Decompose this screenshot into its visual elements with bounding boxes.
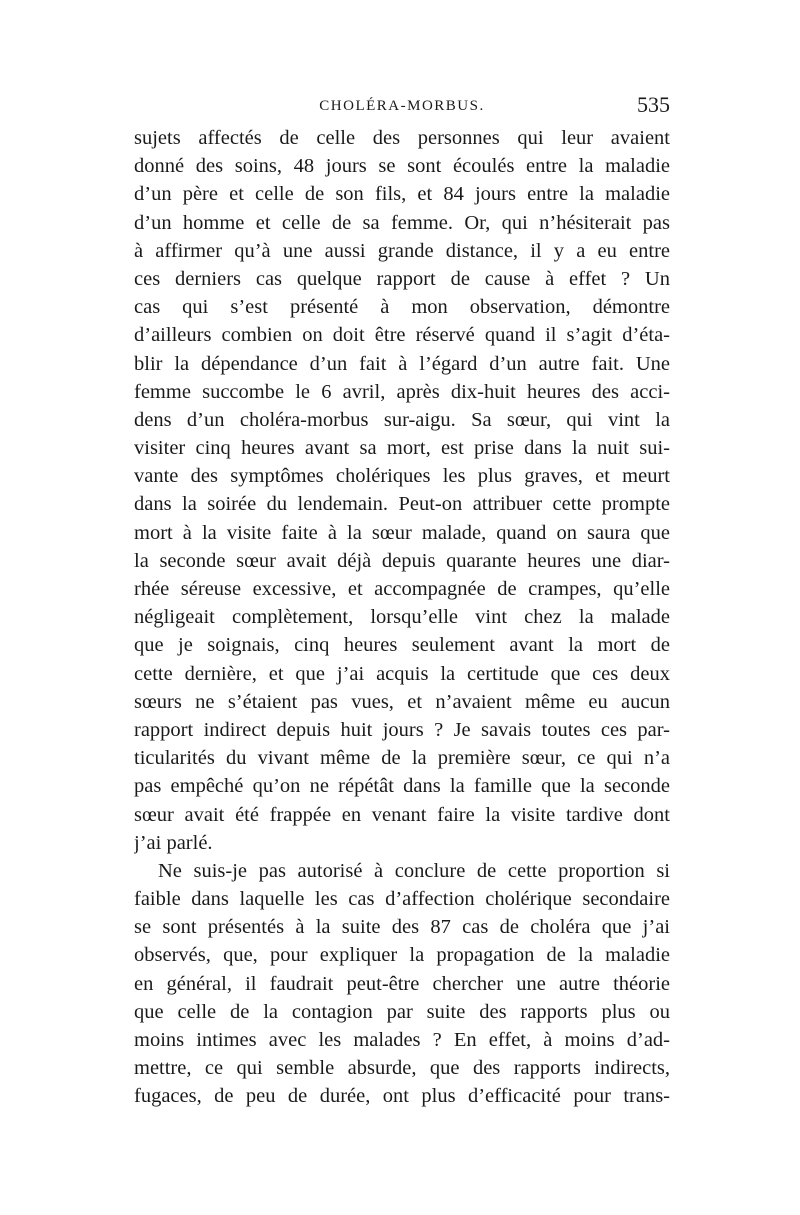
text-line: dens d’un choléra-morbus sur-aigu. Sa sœur, qui vint la bbox=[134, 408, 670, 431]
text-line: fugaces, de peu de durée, ont plus d’efficacité pour trans- bbox=[134, 1085, 670, 1108]
text-line: mettre, ce qui semble absurde, que des rapports indirects, bbox=[134, 1057, 670, 1080]
text-line: sœur avait été frappée en venant faire la visite tardive dont bbox=[134, 803, 670, 826]
text-line: dans la soirée du lendemain. Peut-on attribuer cette prompte bbox=[134, 493, 670, 516]
running-head bbox=[134, 92, 670, 122]
text-line: blir la dépendance d’un fait à l’égard d’un autre fait. Une bbox=[134, 352, 670, 375]
text-line: femme succombe le 6 avril, après dix-huit heures des acci- bbox=[134, 380, 670, 403]
page-number: 535 bbox=[637, 92, 670, 117]
running-title: CHOLÉRA-MORBUS. bbox=[319, 98, 485, 114]
text-line: rapport indirect depuis huit jours ? Je savais toutes ces par- bbox=[134, 718, 670, 741]
text-line: cette dernière, et que j’ai acquis la certitude que ces deux bbox=[134, 662, 670, 685]
text-line: que celle de la contagion par suite des rapports plus ou bbox=[134, 1000, 670, 1023]
text-line: la seconde sœur avait déjà depuis quarante heures une diar- bbox=[134, 549, 670, 572]
text-line: sujets affectés de celle des personnes qui leur avaient bbox=[134, 127, 670, 149]
text-line: en général, il faudrait peut-être chercher une autre théorie bbox=[134, 972, 670, 995]
text-line: se sont présentés à la suite des 87 cas de choléra que j’ai bbox=[134, 916, 670, 939]
text-line: négligeait complètement, lorsqu’elle vint chez la malade bbox=[134, 606, 670, 629]
text-line: rhée séreuse excessive, et accompagnée de crampes, qu’elle bbox=[134, 578, 670, 600]
text-line: j’ai parlé. bbox=[134, 831, 213, 854]
text-line: d’un père et celle de son fils, et 84 jours entre la maladie bbox=[134, 183, 670, 206]
text-line: cas qui s’est présenté à mon observation, démontre bbox=[134, 296, 670, 319]
text-line: que je soignais, cinq heures seulement avant la mort de bbox=[134, 634, 670, 657]
text-line: faible dans laquelle les cas d’affection cholérique secondaire bbox=[134, 888, 670, 911]
text-line: visiter cinq heures avant sa mort, est prise dans la nuit sui- bbox=[134, 437, 670, 460]
text-line: sœurs ne s’étaient pas vues, et n’avaient même eu aucun bbox=[134, 690, 670, 713]
text-line: moins intimes avec les malades ? En effet, à moins d’ad- bbox=[134, 1029, 670, 1051]
text-line: d’ailleurs combien on doit être réservé quand il s’agit d’éta- bbox=[134, 324, 670, 347]
text-line: ces derniers cas quelque rapport de cause à effet ? Un bbox=[134, 267, 670, 290]
text-line: à affirmer qu’à une aussi grande distance, il y a eu entre bbox=[134, 239, 670, 262]
text-line: d’un homme et celle de sa femme. Or, qui n’hésiterait pas bbox=[134, 211, 670, 234]
body-text bbox=[134, 124, 670, 1111]
text-line: donné des soins, 48 jours se sont écoulés entre la maladie bbox=[134, 155, 670, 178]
text-line: mort à la visite faite à la sœur malade, quand on saura que bbox=[134, 521, 670, 544]
text-line: pas empêché qu’on ne répétât dans la famille que la seconde bbox=[134, 775, 670, 798]
text-line: observés, que, pour expliquer la propagation de la maladie bbox=[134, 944, 670, 967]
text-line: vante des symptômes cholériques les plus graves, et meurt bbox=[134, 465, 670, 488]
text-line: Ne suis-je pas autorisé à conclure de cette proportion si bbox=[158, 859, 670, 882]
text-line: ticularités du vivant même de la première sœur, ce qui n’a bbox=[134, 747, 670, 770]
